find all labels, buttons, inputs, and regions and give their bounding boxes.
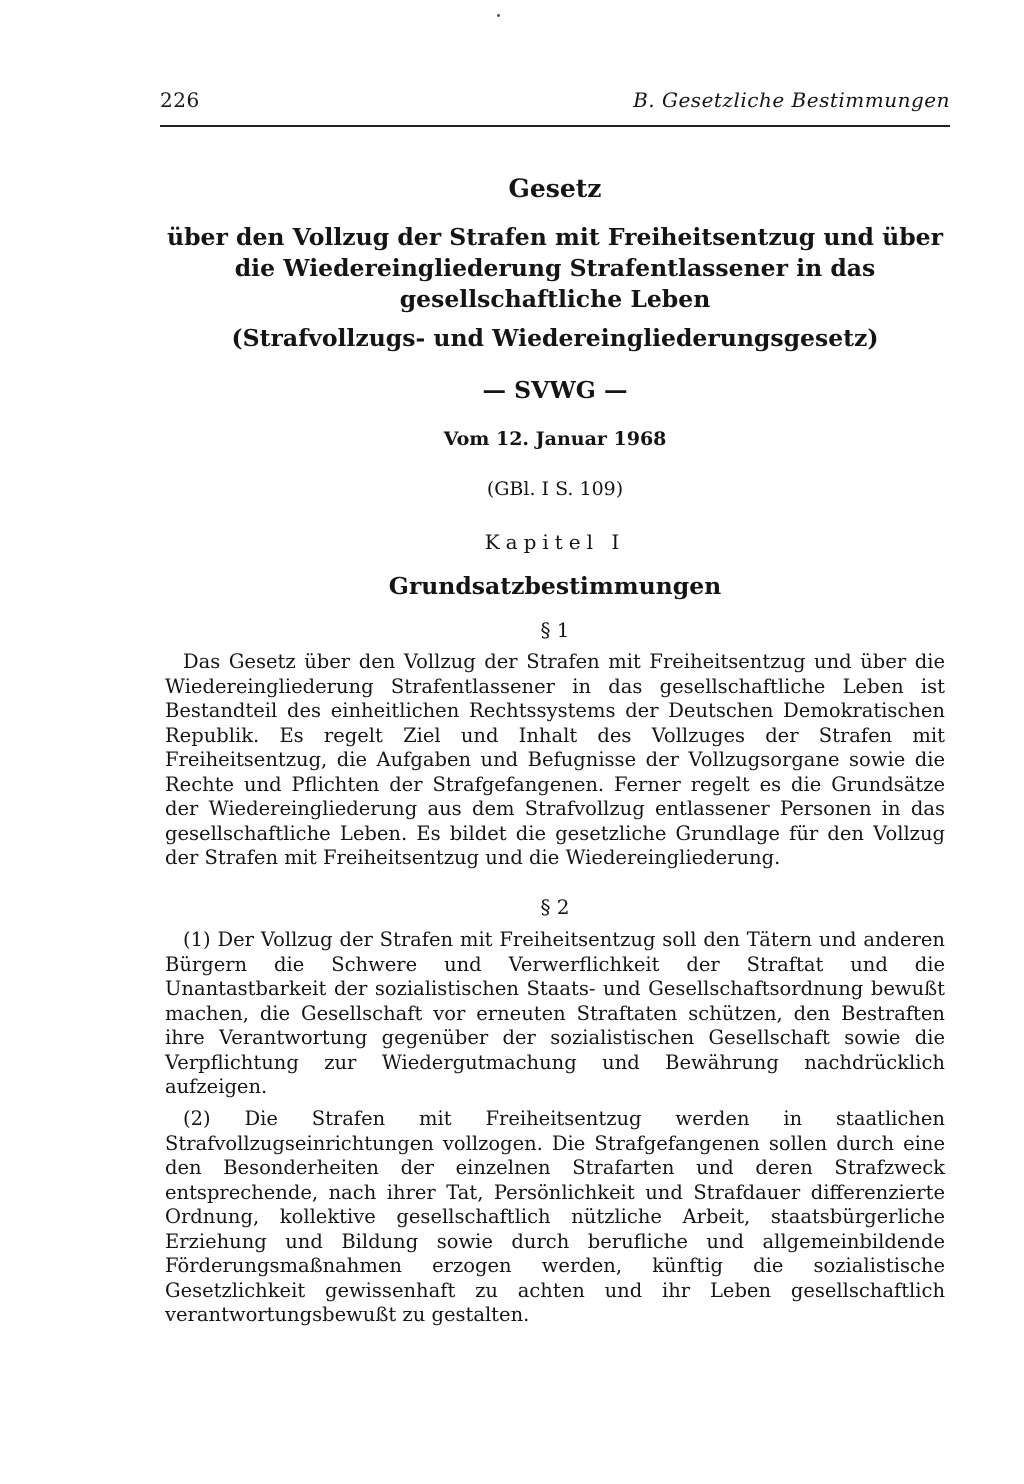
page-number: 226 (160, 88, 200, 112)
law-reference: (GBl. I S. 109) (486, 478, 624, 500)
section-paragraph: (2) Die Strafen mit Freiheitsentzug werden in staatlichen Strafvollzugseinrichtungen vollzogen. Die Strafgefangenen sollen durch eine den Besonderheiten der einzelnen Strafarten und deren Strafzweck entsprechende, nach ihrer Tat, Persönlichkeit und Strafdauer differenzierte Ordnung, kollektive gesellschaftlich nützliche Arbeit, staatsbürgerliche Erziehung und Bildung sowie durch berufliche und allgemeinbildende Förderungsmaßnahmen erzogen werden, künftig die sozialistische Gesetzlichkeit gewissenhaft zu achten und ihr Leben gesellschaftlich verantwortungsbewußt zu gestalten. (165, 1107, 945, 1326)
law-abbreviation: — SVWG — (482, 376, 628, 404)
law-short-title: (Strafvollzugs- und Wiedereingliederungsgesetz) (231, 324, 879, 352)
section-number: § 2 (540, 895, 570, 919)
chapter-title: Grundsatzbestimmungen (388, 572, 722, 600)
section-paragraph: Das Gesetz über den Vollzug der Strafen mit Freiheitsentzug und über die Wiedereingliederung Strafentlassener in das gesellschaftliche Leben ist Bestandteil des einheitlichen Rechtssystems der Deutschen Demokratischen Republik. Es regelt Ziel und Inhalt des Vollzuges der Strafen mit Freiheitsentzug, die Aufgaben und Befugnisse der Vollzugsorgane sowie die Rechte und Pflichten der Strafgefangenen. Ferner regelt es die Grundsätze der Wiedereingliederung aus dem Strafvollzug entlassener Personen in das gesellschaftliche Leben. Es bildet die gesetzliche Grundlage für den Vollzug der Strafen mit Freiheitsentzug und die Wiedereingliederung. (165, 650, 945, 869)
chapter-label: Kapitel I (484, 530, 626, 554)
section-paragraph: (1) Der Vollzug der Strafen mit Freiheitsentzug soll den Tätern und anderen Bürgern die Schwere und Verwerflichkeit der Straftat und die Unantastbarkeit der sozialistischen Staats- und Gesellschaftsordnung bewußt machen, die Gesellschaft vor erneuten Straftaten schützen, den Bestraften ihre Verantwortung gegenüber der sozialistischen Gesellschaft sowie die Verpflichtung zur Wiedergutmachung und Bewährung nachdrücklich aufzeigen. (165, 928, 945, 1098)
law-title: über den Vollzug der Strafen mit Freiheitsentzug und über die Wiedereingliederung Strafentlassener in das gesellschaftliche Leben (166, 223, 944, 313)
law-date: Vom 12. Januar 1968 (443, 428, 667, 450)
running-head: B. Gesetzliche Bestimmungen (633, 88, 950, 112)
law-kind: Gesetz (508, 174, 602, 203)
header-rule (160, 125, 950, 127)
scan-speck (497, 14, 500, 17)
section-number: § 1 (540, 618, 570, 642)
page-header (160, 88, 950, 118)
